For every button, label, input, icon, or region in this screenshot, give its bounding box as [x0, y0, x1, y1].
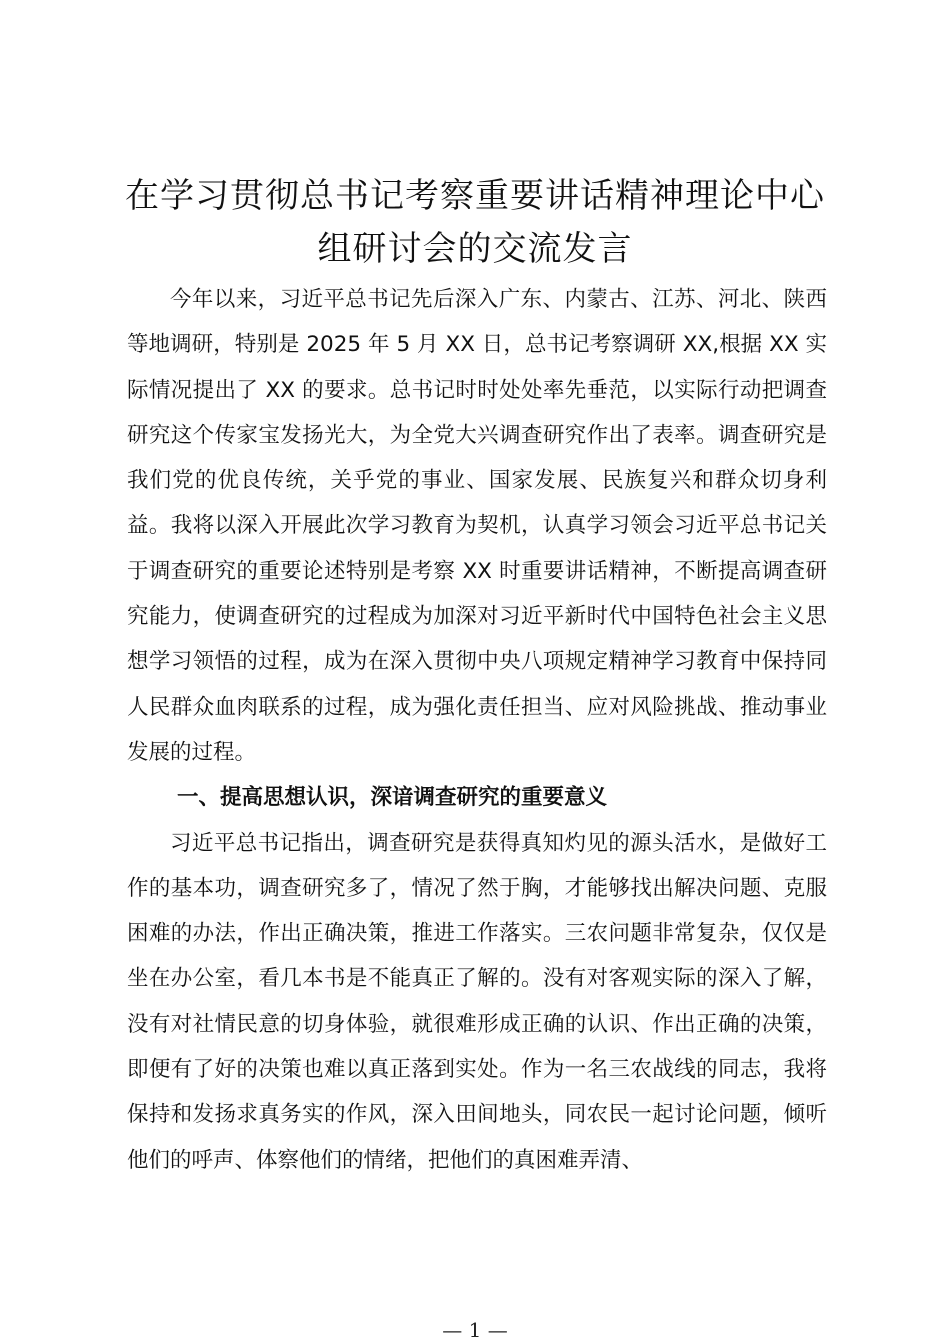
document-title: [100, 170, 850, 276]
title-line-1: 在学习贯彻总书记考察重要讲话精神理论中心: [125, 176, 825, 216]
title-line-2: 组研讨会的交流发言: [317, 229, 633, 269]
section-heading-1: 一、提高思想认识，深谙调查研究的重要意义: [177, 785, 608, 811]
paragraph-intro: 今年以来，习近平总书记先后深入广东、内蒙古、江苏、河北、陕西等地调研，特别是 2025 年 5 月 XX 日，总书记考察调研 XX,根据 XX 实际情况提出了 XX 的要求。总书记时时处处率先垂范，以实际行动把调查研究这个传家宝发扬光大，为全党大兴调查研究作出了表率。调查研究是我们党的优良传统，关乎党的事业、国家发展、民族复兴和群众切身利益。我将以深入开展此次学习教育为契机，认真学习领会习近平总书记关于调查研究的重要论述特别是考察 XX 时重要讲话精神，不断提高调查研究能力，使调查研究的过程成为加深对习近平新时代中国特色社会主义思想学习领悟的过程，成为在深入贯彻中央八项规定精神学习教育中保持同人民群众血肉联系的过程，成为强化责任担当、应对风险挑战、推动事业发展的过程。: [127, 287, 827, 765]
page-number: — 1 —: [442, 1318, 508, 1342]
paragraph-section-1: 习近平总书记指出，调查研究是获得真知灼见的源头活水，是做好工作的基本功，调查研究多了，情况了然于胸，才能够找出解决问题、克服困难的办法，作出正确决策，推进工作落实。三农问题非常复杂，仅仅是坐在办公室，看几本书是不能真正了解的。没有对客观实际的深入了解，没有对社情民意的切身体验，就很难形成正确的认识、作出正确的决策，即便有了好的决策也难以真正落到实处。作为一名三农战线的同志，我将保持和发扬求真务实的作风，深入田间地头，同农民一起讨论问题，倾听他们的呼声、体察他们的情绪，把他们的真困难弄清、: [127, 830, 827, 1173]
document-body: [127, 277, 827, 1183]
